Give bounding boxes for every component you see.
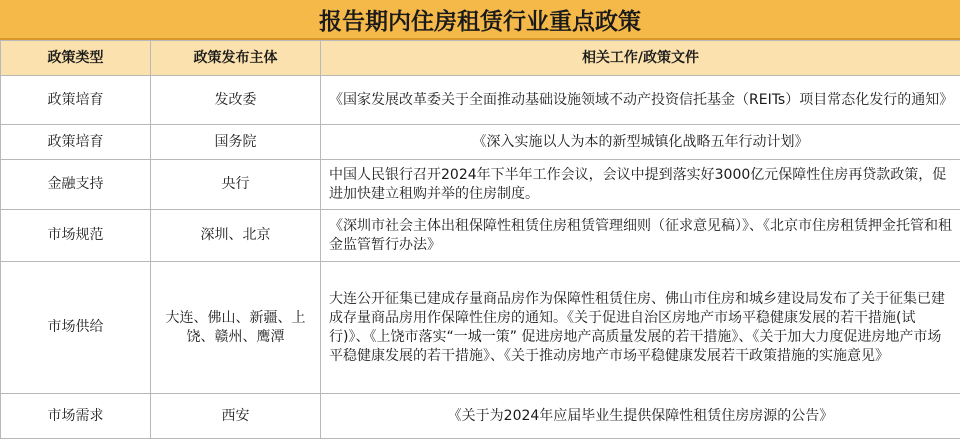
policy-type-cell: 市场供给 bbox=[1, 262, 151, 394]
issuer-cell: 央行 bbox=[151, 160, 321, 210]
document-cell: 《深入实施以人为本的新型城镇化战略五年行动计划》 bbox=[321, 125, 960, 160]
policy-type-cell: 政策培育 bbox=[1, 76, 151, 125]
issuer-cell: 西安 bbox=[151, 394, 321, 439]
policy-type-cell: 政策培育 bbox=[1, 125, 151, 160]
document-cell: 《国家发展改革委关于全面推动基础设施领域不动产投资信托基金（REITs）项目常态化发行的通知》 bbox=[321, 76, 960, 125]
document-cell: 《深圳市社会主体出租保障性租赁住房租赁管理细则（征求意见稿）》、《北京市住房租赁押金托管和租金监管暂行办法》 bbox=[321, 210, 960, 262]
document-cell: 大连公开征集已建成存量商品房作为保障性租赁住房、佛山市住房和城乡建设局发布了关于征集已建成存量商品房用作保障性住房的通知。《关于促进自治区房地产市场平稳健康发展的若干措施(试行)》、《上饶市落实“一城一策” 促进房地产高质量发展的若干措施》、《关于加大力度促进房地产市场平稳健康发展的若干措施》、《关于推动房地产市场平稳健康发展若干政策措施的实施意见》 bbox=[321, 262, 960, 394]
header-row bbox=[1, 41, 960, 76]
document-cell: 中国人民银行召开2024年下半年工作会议，会议中提到落实好3000亿元保障性住房再贷款政策，促进加快建立租购并举的住房制度。 bbox=[321, 160, 960, 210]
policy-type-cell: 金融支持 bbox=[1, 160, 151, 210]
table-title: 报告期内住房租赁行业重点政策 bbox=[0, 0, 960, 40]
issuer-cell: 国务院 bbox=[151, 125, 321, 160]
table-row bbox=[1, 210, 960, 262]
issuer-cell: 大连、佛山、新疆、上饶、赣州、鹰潭 bbox=[151, 262, 321, 394]
issuer-cell: 深圳、北京 bbox=[151, 210, 321, 262]
header-policy-type: 政策类型 bbox=[1, 41, 151, 76]
policy-type-cell: 市场规范 bbox=[1, 210, 151, 262]
document-cell: 《关于为2024年应届毕业生提供保障性租赁住房房源的公告》 bbox=[321, 394, 960, 439]
table-row bbox=[1, 125, 960, 160]
table-row bbox=[1, 160, 960, 210]
issuer-cell: 发改委 bbox=[151, 76, 321, 125]
policy-type-cell: 市场需求 bbox=[1, 394, 151, 439]
table-row bbox=[1, 76, 960, 125]
policy-table bbox=[0, 40, 960, 439]
header-document: 相关工作/政策文件 bbox=[321, 41, 960, 76]
table-row bbox=[1, 262, 960, 394]
header-issuer: 政策发布主体 bbox=[151, 41, 321, 76]
table-row bbox=[1, 394, 960, 439]
